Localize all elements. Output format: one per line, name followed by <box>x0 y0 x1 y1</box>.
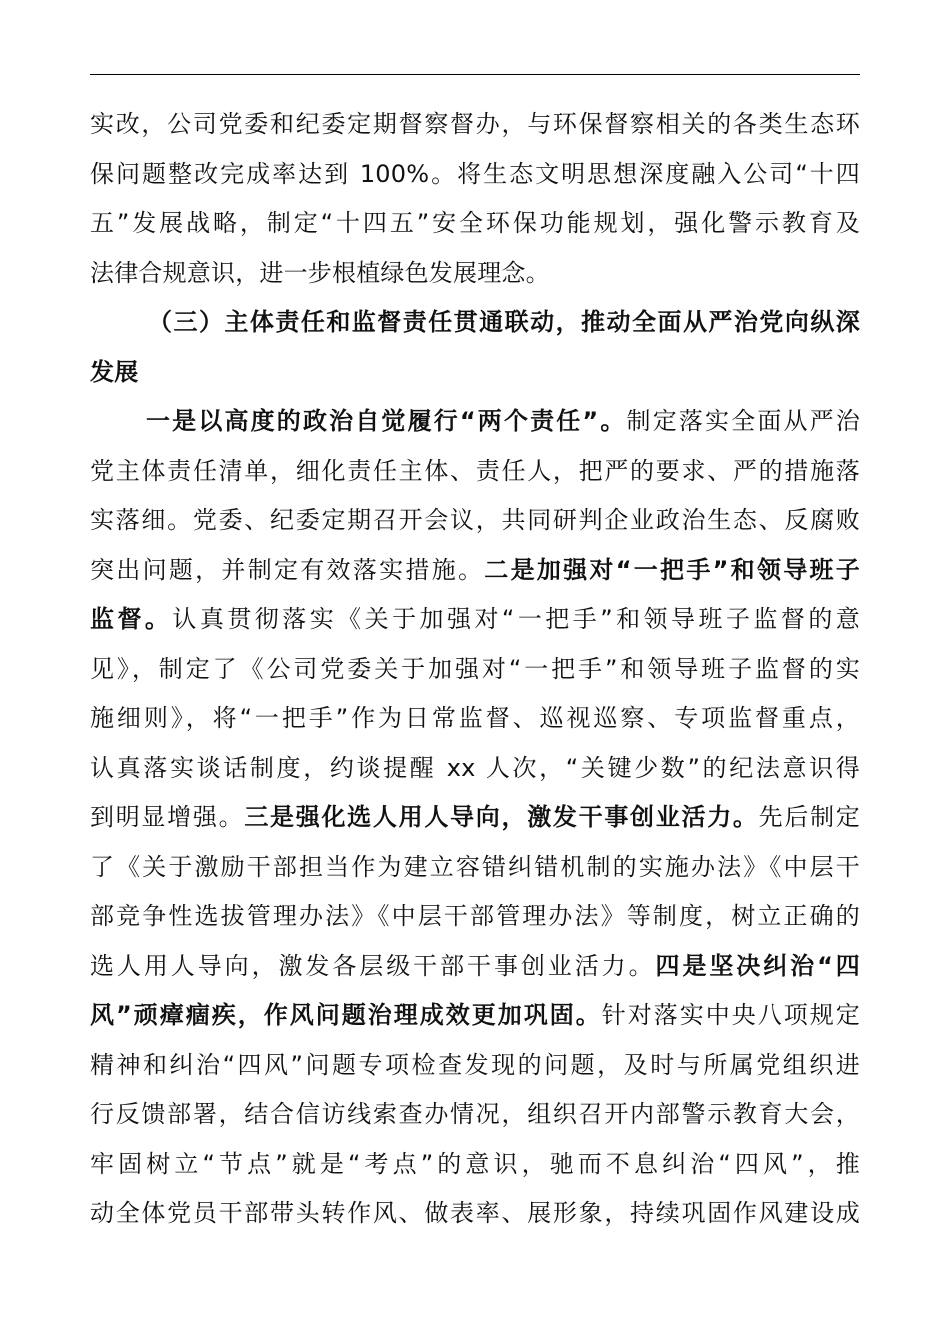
text-line <box>90 645 860 695</box>
text-run: 实落细。党委、纪委定期召开会议，共同研判企业政治生态、反腐败 <box>90 506 860 534</box>
text-run: 保问题整改完成率达到 100%。将生态文明思想深度融入公司“十四 <box>90 159 860 188</box>
text-line <box>90 496 860 546</box>
bold-run: 二是加强对“一把手”和领导班子 <box>484 555 861 584</box>
text-line <box>90 1140 860 1190</box>
heading-text: （三）主体责任和监督责任贯通联动，推动全面从严治党向纵深 <box>148 308 860 336</box>
text-line <box>90 595 860 645</box>
text-run: 动全体党员干部带头转作风、做表率、展形象，持续巩固作风建设成 <box>90 1199 860 1227</box>
text-line <box>90 1189 860 1239</box>
text-line <box>90 1041 860 1091</box>
text-run: 选人用人导向，激发各层级干部干事创业活力。 <box>90 951 656 980</box>
text-run: 到明显增强。 <box>90 803 245 831</box>
body-text <box>90 100 860 1239</box>
text-run: 了《关于激励干部担当作为建立容错纠错机制的实施办法》《中层干 <box>90 852 860 881</box>
text-run: 突出问题，并制定有效落实措施。 <box>90 555 485 584</box>
text-line <box>90 397 860 447</box>
bold-run: 四是坚决纠治“四 <box>655 951 860 980</box>
text-line <box>90 546 860 596</box>
text-line <box>90 991 860 1041</box>
text-run: 施细则》，将“一把手”作为日常监督、巡视巡察、专项监督重点， <box>90 704 860 732</box>
text-run: 针对落实中央八项规定 <box>601 1001 861 1029</box>
text-line <box>90 199 860 249</box>
text-run: 精神和纠治“四风”问题专项检查发现的问题，及时与所属党组织进 <box>90 1050 860 1079</box>
text-run: 部竞争性选拔管理办法》《中层干部管理办法》等制度，树立正确的 <box>90 902 860 930</box>
text-line <box>90 793 860 843</box>
text-line <box>90 892 860 942</box>
section-heading <box>90 298 860 348</box>
section-heading-continuation <box>90 348 860 398</box>
heading-text: 发展 <box>90 357 139 386</box>
text-run: 先后制定 <box>758 803 861 831</box>
text-run: 实改，公司党委和纪委定期督察督办，与环保督察相关的各类生态环 <box>90 110 860 138</box>
header-rule <box>90 74 860 75</box>
text-line <box>90 249 860 299</box>
text-run: 党主体责任清单，细化责任主体、责任人，把严的要求、严的措施落 <box>90 456 860 485</box>
bold-run: 监督。 <box>90 605 173 633</box>
text-line <box>90 150 860 200</box>
text-run: 见》，制定了《公司党委关于加强对“一把手”和领导班子监督的实 <box>90 654 860 683</box>
bold-run: 三是强化选人用人导向，激发干事创业活力。 <box>244 803 759 831</box>
text-run: 法律合规意识，进一步根植绿色发展理念。 <box>90 258 550 287</box>
text-run: 牢固树立“节点”就是“考点”的意识，驰而不息纠治“四风”，推 <box>90 1149 860 1178</box>
text-run: 五”发展战略，制定“十四五”安全环保功能规划，强化警示教育及 <box>90 209 860 237</box>
text-line <box>90 843 860 893</box>
text-line <box>90 1090 860 1140</box>
text-run: 行反馈部署，结合信访线索查办情况，组织召开内部警示教育大会， <box>90 1100 860 1128</box>
text-line <box>90 744 860 794</box>
text-run: 制定落实全面从严治 <box>626 407 860 435</box>
text-line <box>90 942 860 992</box>
bold-run: 一是以高度的政治自觉履行“两个责任”。 <box>146 407 627 435</box>
text-line <box>90 100 860 150</box>
text-run: 认真落实谈话制度，约谈提醒 xx 人次，“关键少数”的纪法意识得 <box>90 753 860 782</box>
text-run: 认真贯彻落实《关于加强对“一把手”和领导班子监督的意 <box>172 605 860 633</box>
bold-run: 风”顽瘴痼疾，作风问题治理成效更加巩固。 <box>90 1001 602 1029</box>
text-line <box>90 694 860 744</box>
text-line <box>90 447 860 497</box>
